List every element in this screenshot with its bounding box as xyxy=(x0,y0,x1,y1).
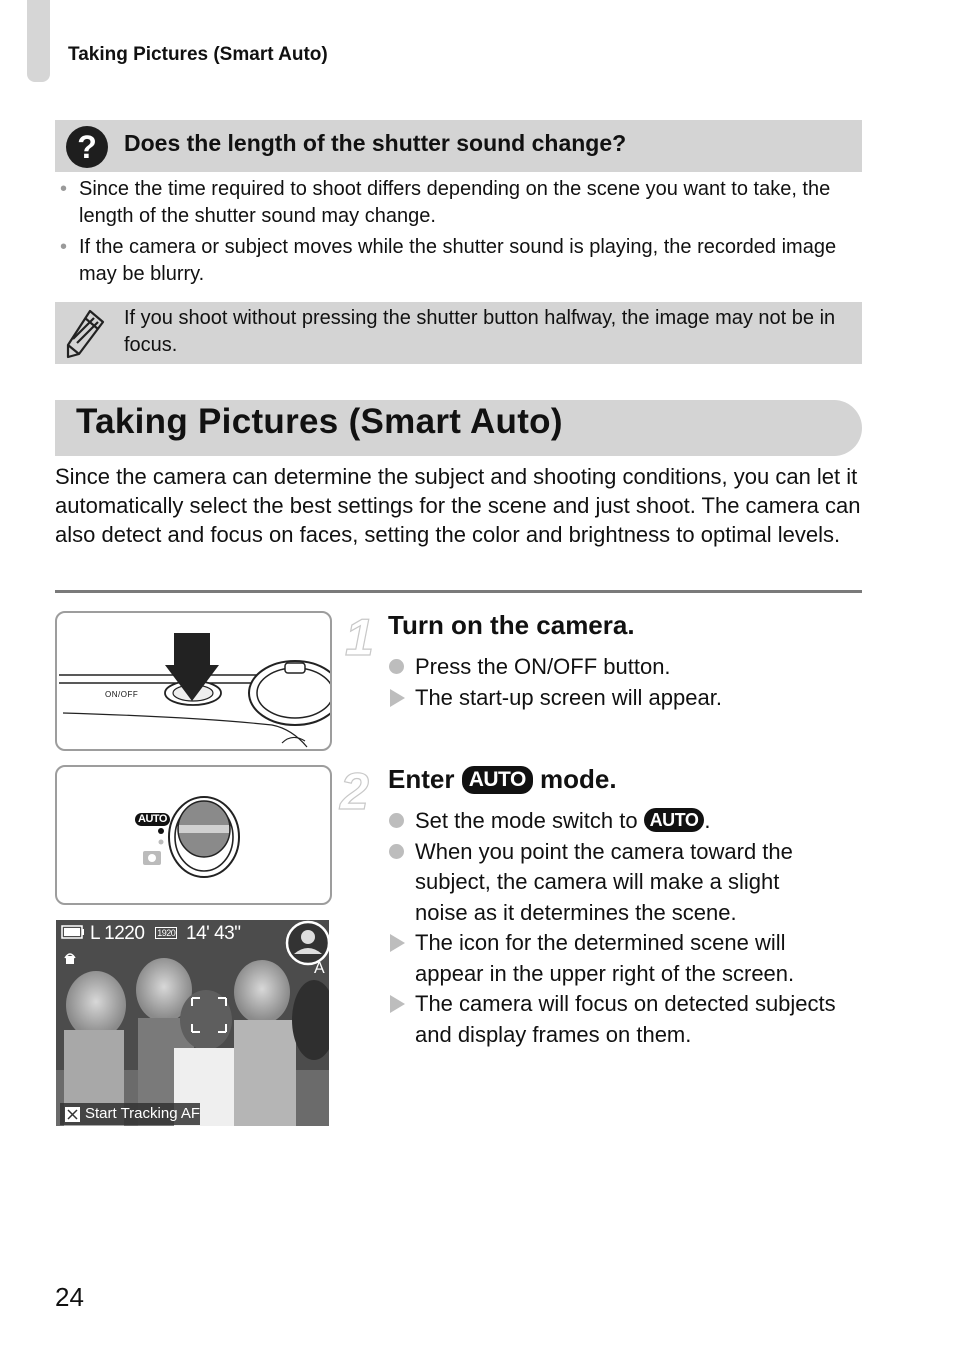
section-intro: Since the camera can determine the subject and shooting conditions, you can let it automatically select the best settings for the scene and just shoot. The camera can also detect and focus on faces, setting the color and brightness to optimal levels. xyxy=(55,464,861,547)
auto-mode-icon: AUTO xyxy=(135,811,170,829)
note-text: If you shoot without pressing the shutter button halfway, the image may not be in focus. xyxy=(124,307,836,356)
bullet-dot-icon: • xyxy=(60,236,68,258)
auto-mode-icon: AUTO xyxy=(462,766,533,794)
list-item: • Since the time required to shoot differs depending on the scene you want to take, the length of the shutter sound may change. xyxy=(60,178,831,227)
step-title: Turn on the camera. xyxy=(388,610,635,640)
page-number: 24 xyxy=(55,1282,84,1312)
tracking-af-label: Start Tracking AF xyxy=(85,1105,201,1122)
shots-remaining: 1220 xyxy=(104,923,145,944)
recording-time: 14' 43" xyxy=(186,923,241,944)
question-icon: ? xyxy=(66,126,108,168)
step-list xyxy=(388,652,838,713)
faq-title: Does the length of the shutter sound change? xyxy=(124,130,627,156)
list-item: Set the mode switch to AUTO . xyxy=(388,806,838,837)
step-number: 1 xyxy=(345,609,374,667)
step-number: 2 xyxy=(340,763,369,821)
divider xyxy=(55,590,862,593)
list-item: The start-up screen will appear. xyxy=(388,683,838,714)
step-list xyxy=(388,806,838,1050)
list-item: The camera will focus on detected subjects and display frames on them. xyxy=(388,989,838,1050)
figure-mode-switch xyxy=(55,765,332,905)
list-item: • If the camera or subject moves while the shutter sound is playing, the recorded image may be blurry. xyxy=(60,236,837,285)
figure-lcd-screen xyxy=(56,920,329,1126)
figure-power-button xyxy=(55,611,332,751)
result-arrow-icon xyxy=(390,995,405,1013)
faq-bullets xyxy=(60,176,860,292)
list-item: Press the ON/OFF button. xyxy=(388,652,838,683)
step-title: Enter AUTO mode. xyxy=(388,764,617,794)
flash-auto-icon: A xyxy=(314,960,325,977)
list-item: When you point the camera toward the subject, the camera will make a slight noise as it determines the scene. xyxy=(388,837,838,929)
bullet-dot-icon xyxy=(389,813,404,828)
result-arrow-icon xyxy=(390,934,405,952)
list-item: The icon for the determined scene will appear in the upper right of the screen. xyxy=(388,928,838,989)
running-head: Taking Pictures (Smart Auto) xyxy=(68,44,328,65)
chapter-tab xyxy=(27,0,50,82)
onoff-label: ON/OFF xyxy=(105,690,139,699)
bullet-dot-icon xyxy=(389,844,404,859)
resolution-icon: L xyxy=(90,923,100,944)
pencil-icon xyxy=(64,308,108,365)
section-title: Taking Pictures (Smart Auto) xyxy=(76,402,563,441)
result-arrow-icon xyxy=(390,689,405,707)
bullet-dot-icon: • xyxy=(60,178,68,200)
lcd-status-bar xyxy=(90,923,240,945)
video-res-icon: 1920 xyxy=(157,928,176,938)
auto-mode-icon: AUTO xyxy=(644,808,705,832)
bullet-dot-icon xyxy=(389,659,404,674)
